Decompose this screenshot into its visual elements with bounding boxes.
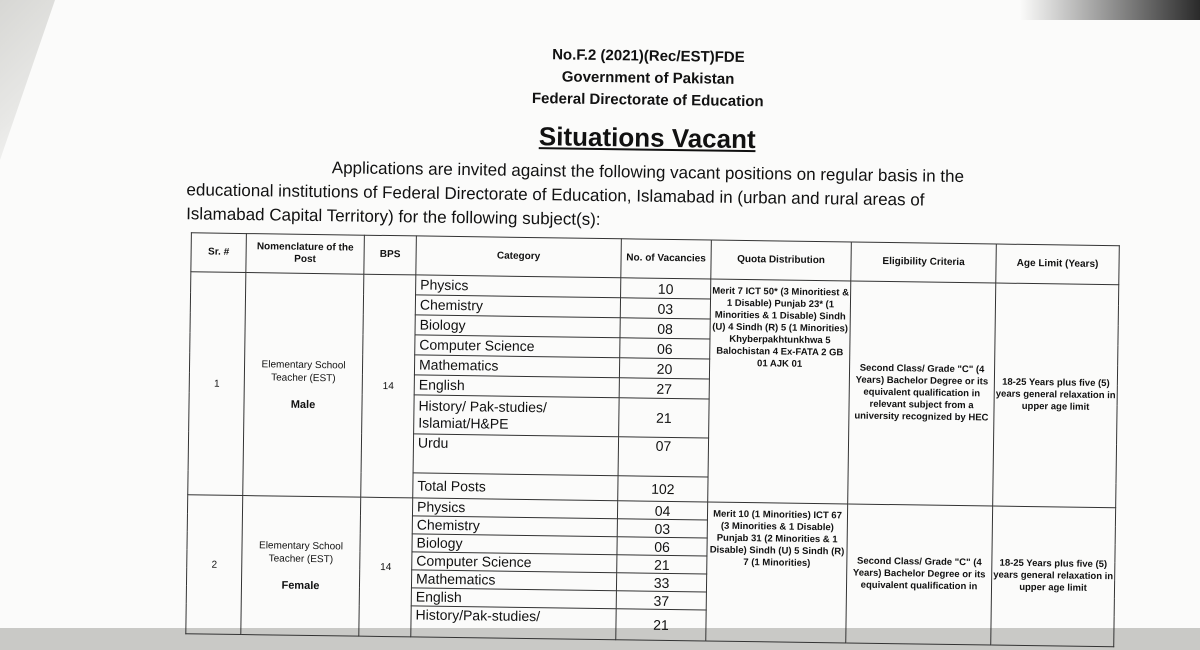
header-post: Nomenclature of the Post <box>246 234 365 275</box>
subject-name: Chemistry <box>415 295 620 318</box>
header-bps: BPS <box>364 235 417 275</box>
vacancy-count: 03 <box>620 298 710 319</box>
vacancies-table <box>185 232 1120 647</box>
subject-name: Mathematics <box>414 355 619 378</box>
subject-name: Physics <box>412 498 617 519</box>
vacancy-count: 04 <box>617 501 707 520</box>
bps-cell: 14 <box>361 274 416 498</box>
header-category: Category <box>416 236 622 278</box>
vacancy-count: 21 <box>617 555 707 574</box>
header-vacancies: No. of Vacancies <box>621 239 712 279</box>
vacancy-count: 33 <box>616 573 706 592</box>
post-cell <box>241 496 361 637</box>
header-age: Age Limit (Years) <box>996 244 1120 285</box>
intro-line-1: Applications are invited against the following vacant positions on regular basis in the <box>331 158 965 187</box>
intro-line-2: educational institutions of Federal Directorate of Education, Islamabad in (urban and rural areas of <box>186 180 925 210</box>
bps-cell: 14 <box>359 497 413 637</box>
subject-name: Biology <box>415 315 620 338</box>
vacancy-count: 20 <box>619 358 709 379</box>
subject-name: Urdu <box>413 434 619 476</box>
vacancy-count: 21 <box>616 609 706 641</box>
age-cell: 18-25 Years plus five (5) years general relaxation in upper age limit <box>993 283 1119 508</box>
header-sr: Sr. # <box>191 233 247 273</box>
reference-number: No.F.2 (2021)(Rec/EST)FDE <box>552 46 745 66</box>
header-eligibility: Eligibility Criteria <box>851 242 997 283</box>
quota-cell: Merit 10 (1 Minorities) ICT 67 (3 Minorities & 1 Disable) Punjab 31 (2 Minorities & 1 Disable) Sindh (U) 5 Sindh (R) 7 (1 Minorities) <box>706 502 848 643</box>
total-label: Total Posts <box>413 473 618 501</box>
eligibility-cell: Second Class/ Grade "C" (4 Years) Bachelor Degree or its equivalent qualification in <box>846 504 993 645</box>
quota-cell: Merit 7 ICT 50* (3 Minoritiest & 1 Disable) Punjab 23* (1 Minorities & 1 Disable) Sindh (U) 4 Sindh (R) 5 (1 Minorities) Khyberpakhtunkhwa 5 Balochistan 4 Ex-FATA 2 GB 01 AJK 01 <box>708 279 851 504</box>
sr-cell: 2 <box>186 495 243 635</box>
subject-name: Chemistry <box>412 516 617 537</box>
eligibility-cell: Second Class/ Grade "C" (4 Years) Bachelor Degree or its equivalent qualification in relevant subject from a university recognized by HEC <box>848 281 996 506</box>
page-title: Situations Vacant <box>538 121 756 155</box>
subject-name: Computer Science <box>415 335 620 358</box>
vacancy-count: 10 <box>621 278 711 299</box>
vacancy-count: 06 <box>617 537 707 556</box>
directorate-name: Federal Directorate of Education <box>531 90 764 111</box>
vacancy-count: 07 <box>618 437 709 477</box>
gender-label: Male <box>290 398 316 411</box>
subject-name: History/Pak-studies/ <box>411 606 616 640</box>
vacancy-count: 27 <box>619 378 709 399</box>
header-quota: Quota Distribution <box>711 240 852 281</box>
total-count: 102 <box>618 476 708 502</box>
subject-name: English <box>414 375 619 398</box>
post-cell <box>243 273 364 498</box>
gender-label: Female <box>281 579 320 592</box>
intro-line-3: Islamabad Capital Territory) for the following subject(s): <box>186 204 601 229</box>
subject-name: Physics <box>416 275 621 298</box>
vacancy-count: 03 <box>617 519 707 538</box>
subject-name: Computer Science <box>412 552 617 573</box>
vacancy-count: 08 <box>620 318 710 339</box>
vacancy-count: 21 <box>619 398 710 438</box>
vacancy-count: 37 <box>616 591 706 610</box>
post-name: Elementary School Teacher (EST) <box>258 539 344 565</box>
subject-name: Biology <box>412 534 617 555</box>
intro-paragraph <box>186 154 1102 239</box>
age-cell: 18-25 Years plus five (5) years general relaxation in upper age limit <box>991 506 1116 647</box>
subject-name: Mathematics <box>411 570 616 591</box>
subject-name: History/ Pak-studies/ Islamiat/H&PE <box>414 395 620 437</box>
government-name: Government of Pakistan <box>561 68 735 88</box>
post-name: Elementary School Teacher (EST) <box>261 358 346 384</box>
vacancy-count: 06 <box>620 338 710 359</box>
sr-cell: 1 <box>188 272 246 496</box>
subject-name: English <box>411 588 616 609</box>
